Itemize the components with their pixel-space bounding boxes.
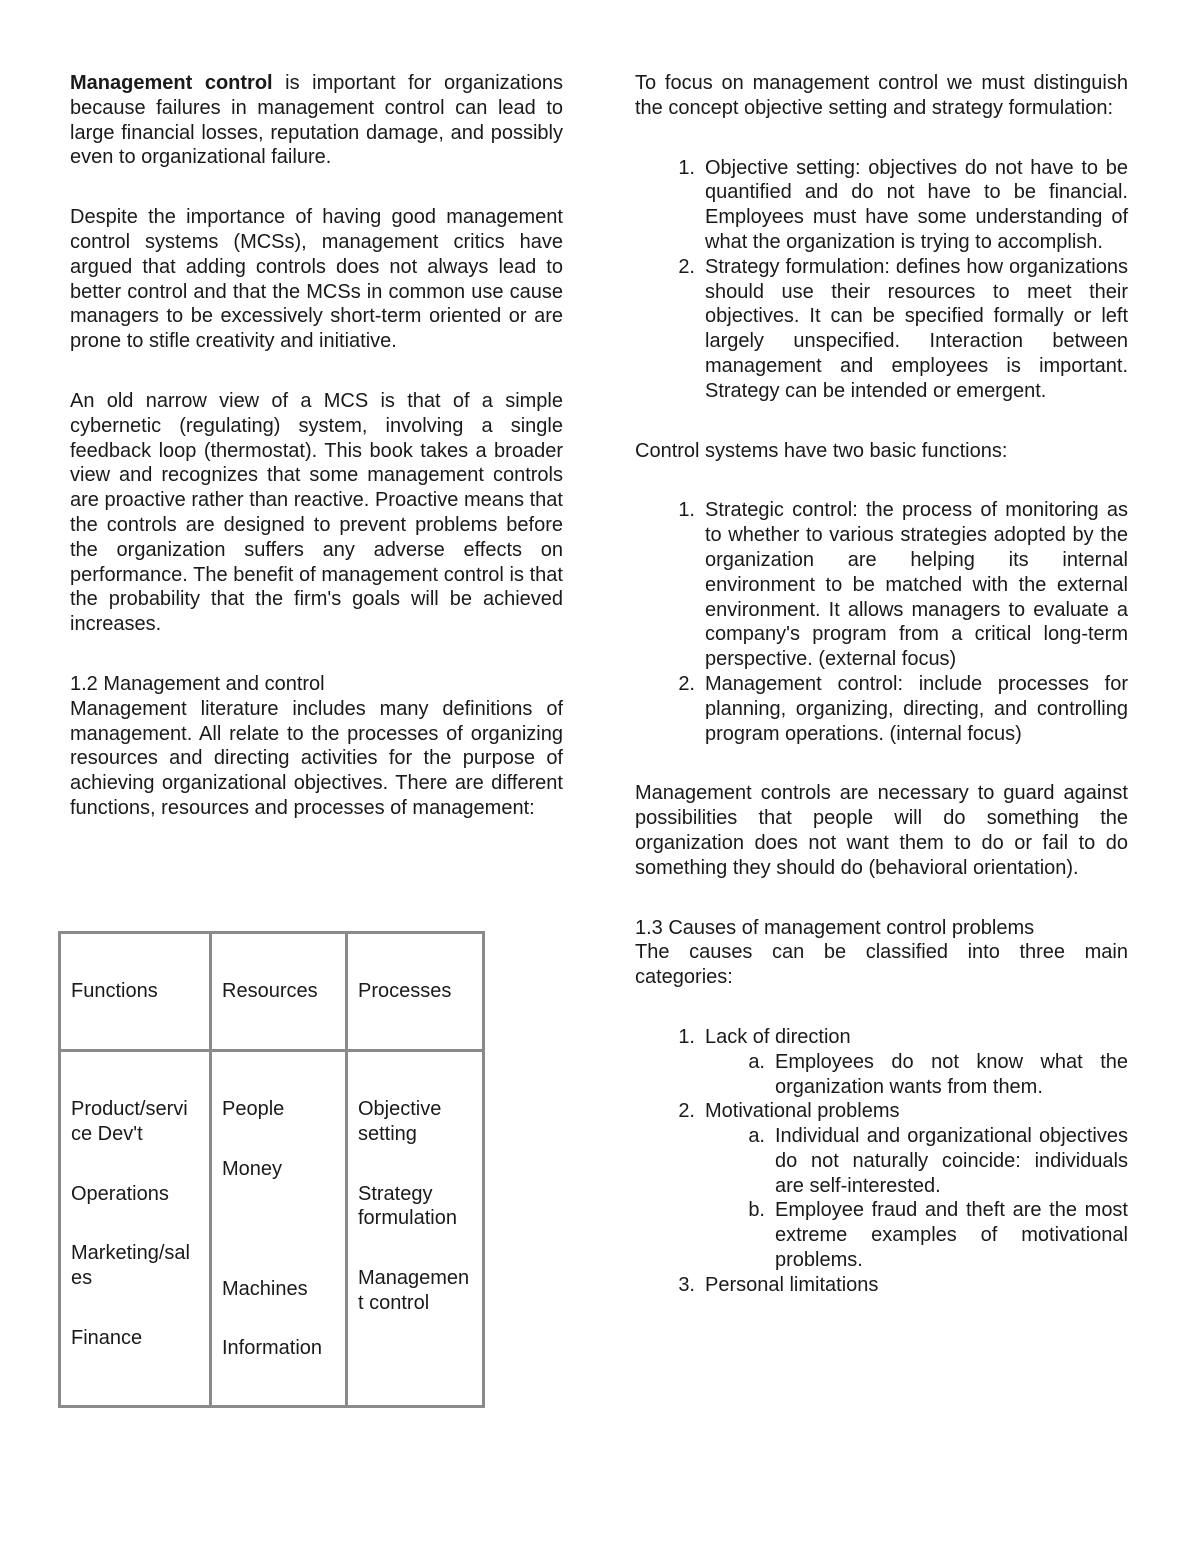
focus-intro-paragraph: To focus on management control we must distinguish the concept objective setting and strategy formulation: bbox=[635, 72, 1128, 119]
sub-list bbox=[740, 1124, 1128, 1273]
list-marker: a. bbox=[748, 1125, 765, 1148]
left-column bbox=[70, 71, 563, 821]
resource-item: Money bbox=[222, 1157, 283, 1180]
list-item-text: Management control: include processes for planning, organizing, directing, and controlling program operations. (internal focus) bbox=[705, 672, 1128, 745]
list-marker: 3. bbox=[678, 1273, 695, 1296]
function-item: Product/servi ce Dev't bbox=[71, 1098, 188, 1145]
header-resources: Resources bbox=[211, 933, 347, 1051]
list-item-text: Objective setting: objectives do not have to be quantified and do not have to be financial. Employees must have some understanding of what the organization is trying to accomplish. bbox=[705, 156, 1128, 253]
list-item bbox=[670, 255, 1128, 404]
processes-cell bbox=[347, 1051, 484, 1407]
control-functions-list bbox=[670, 498, 1128, 746]
list-item bbox=[670, 156, 1128, 255]
narrow-view-paragraph: An old narrow view of a MCS is that of a simple cybernetic (regulating) system, involving a single feedback loop (thermostat). This book takes a broader view and recognizes that some management controls are proactive rather than reactive. Proactive means that the controls are designed to prevent problems before the organization suffers any adverse effects on performance. The benefit of management control is that the probability that the firm's goals will be achieved increases. bbox=[70, 389, 563, 636]
intro-paragraph bbox=[70, 71, 563, 170]
list-item bbox=[670, 1273, 1128, 1298]
function-item: Operations bbox=[71, 1182, 169, 1205]
list-marker: a. bbox=[748, 1050, 765, 1073]
process-item: Objective setting bbox=[358, 1098, 442, 1145]
resources-cell bbox=[211, 1051, 347, 1407]
list-marker: 2. bbox=[678, 672, 695, 695]
management-control-term: Management control bbox=[70, 72, 273, 94]
list-marker: 2. bbox=[678, 1100, 695, 1123]
list-marker: 1. bbox=[678, 156, 695, 179]
intro-paragraph-text: is important for organizations because failures in management control can lead to large financial losses, reputation damage, and possibly even to organizational failure. bbox=[70, 72, 563, 169]
header-functions: Functions bbox=[60, 933, 211, 1051]
sub-list-item-text: Employees do not know what the organization wants from them. bbox=[775, 1050, 1128, 1098]
critics-paragraph: Despite the importance of having good management control systems (MCSs), management critics have argued that adding controls does not always lead to better control and that the MCSs in common use cause managers to be excessively short-term oriented or are prone to stifle creativity and initiative. bbox=[70, 206, 563, 353]
sub-list-item-text: Individual and organizational objectives do not naturally coincide: individuals are self-interested. bbox=[775, 1125, 1128, 1197]
list-item bbox=[670, 1099, 1128, 1273]
process-item: Strategy formulation bbox=[358, 1182, 457, 1230]
functions-resources-processes-table bbox=[58, 931, 485, 1408]
objective-strategy-list bbox=[670, 156, 1128, 404]
header-processes: Processes bbox=[347, 933, 484, 1051]
causes-list bbox=[670, 1025, 1128, 1298]
list-item bbox=[670, 498, 1128, 672]
causes-intro-paragraph: The causes can be classified into three main categories: bbox=[635, 941, 1128, 989]
list-item-text: Personal limitations bbox=[705, 1273, 879, 1296]
resource-item: Information bbox=[222, 1337, 323, 1360]
list-item-text: Motivational problems bbox=[705, 1100, 900, 1123]
process-item: Managemen t control bbox=[358, 1267, 470, 1314]
list-item-text: Strategic control: the process of monitoring as to whether to various strategies adopted by the organization are helping its internal environment to be matched with the external environment. It allows managers to evaluate a company's program from a critical long-term perspective. (external focus) bbox=[705, 499, 1128, 671]
function-item: Marketing/sal es bbox=[71, 1242, 190, 1290]
resource-item: Machines bbox=[222, 1277, 308, 1300]
sub-list-item bbox=[740, 1050, 1128, 1100]
function-item: Finance bbox=[71, 1326, 143, 1349]
sub-list-item-text: Employee fraud and theft are the most extreme examples of motivational problems. bbox=[775, 1199, 1128, 1272]
list-item-text: Lack of direction bbox=[705, 1025, 851, 1048]
sub-list bbox=[740, 1050, 1128, 1100]
list-marker: 1. bbox=[678, 499, 695, 522]
sub-list-item bbox=[740, 1124, 1128, 1198]
sub-list-item bbox=[740, 1198, 1128, 1272]
list-item bbox=[670, 672, 1128, 746]
list-item bbox=[670, 1025, 1128, 1099]
functions-cell bbox=[60, 1051, 211, 1407]
list-marker: 2. bbox=[678, 255, 695, 278]
table-header-row bbox=[60, 933, 484, 1051]
resource-item: People bbox=[222, 1098, 285, 1120]
list-marker: 1. bbox=[678, 1025, 695, 1048]
behavioral-orientation-paragraph: Management controls are necessary to guard against possibilities that people will do something the organization does not want them to do or fail to do something they should do (behavioral orientation). bbox=[635, 782, 1128, 879]
list-item-text: Strategy formulation: defines how organizations should use their resources to meet their objectives. It can be specified formally or left largely unspecified. Interaction between management and employees is important. Strategy can be intended or emergent. bbox=[705, 255, 1128, 402]
list-marker: b. bbox=[748, 1199, 765, 1222]
table-body-row bbox=[60, 1051, 484, 1407]
section-1-2-heading: 1.2 Management and control bbox=[70, 672, 325, 695]
control-functions-intro: Control systems have two basic functions: bbox=[635, 439, 1008, 462]
section-1-3-heading: 1.3 Causes of management control problems bbox=[635, 916, 1035, 939]
right-column bbox=[635, 71, 1128, 1298]
management-definitions-paragraph: Management literature includes many definitions of management. All relate to the processes of organizing resources and directing activities for the purpose of achieving organizational objectives. There are different functions, resources and processes of management: bbox=[70, 697, 563, 819]
